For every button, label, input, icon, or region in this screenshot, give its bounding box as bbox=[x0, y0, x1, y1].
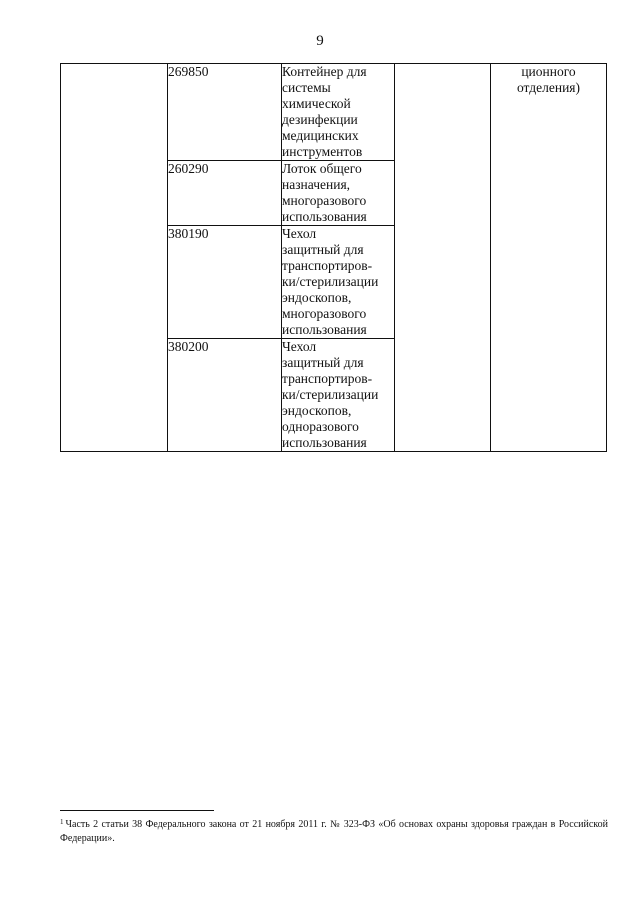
device-code: 380190 bbox=[168, 226, 282, 339]
device-code: 260290 bbox=[168, 161, 282, 226]
device-name: Чехол защитный для транспортиров- ки/стерилизации эндоскопов, одноразового использования bbox=[282, 339, 395, 452]
empty-cell-col4 bbox=[395, 64, 491, 452]
note-cell: ционного отделения) bbox=[491, 64, 607, 452]
page-number: 9 bbox=[316, 33, 324, 49]
device-name: Контейнер для системы химической дезинфекции медицинских инструментов bbox=[282, 64, 395, 161]
device-code: 380200 bbox=[168, 339, 282, 452]
device-code: 269850 bbox=[168, 64, 282, 161]
device-name: Лоток общего назначения, многоразового использования bbox=[282, 161, 395, 226]
footnote-text: Часть 2 статьи 38 Федерального закона от 21 ноября 2011 г. № 323-ФЗ «Об основах охраны здоровья граждан в Российской Федерации». bbox=[60, 819, 608, 844]
table-row bbox=[61, 64, 607, 161]
footnote bbox=[60, 815, 608, 846]
medical-devices-table bbox=[60, 63, 607, 452]
device-name: Чехол защитный для транспортиров- ки/стерилизации эндоскопов, многоразового использования bbox=[282, 226, 395, 339]
empty-cell-col1 bbox=[61, 64, 168, 452]
footnote-separator bbox=[60, 810, 214, 811]
footnote-marker: 1 bbox=[60, 818, 64, 826]
